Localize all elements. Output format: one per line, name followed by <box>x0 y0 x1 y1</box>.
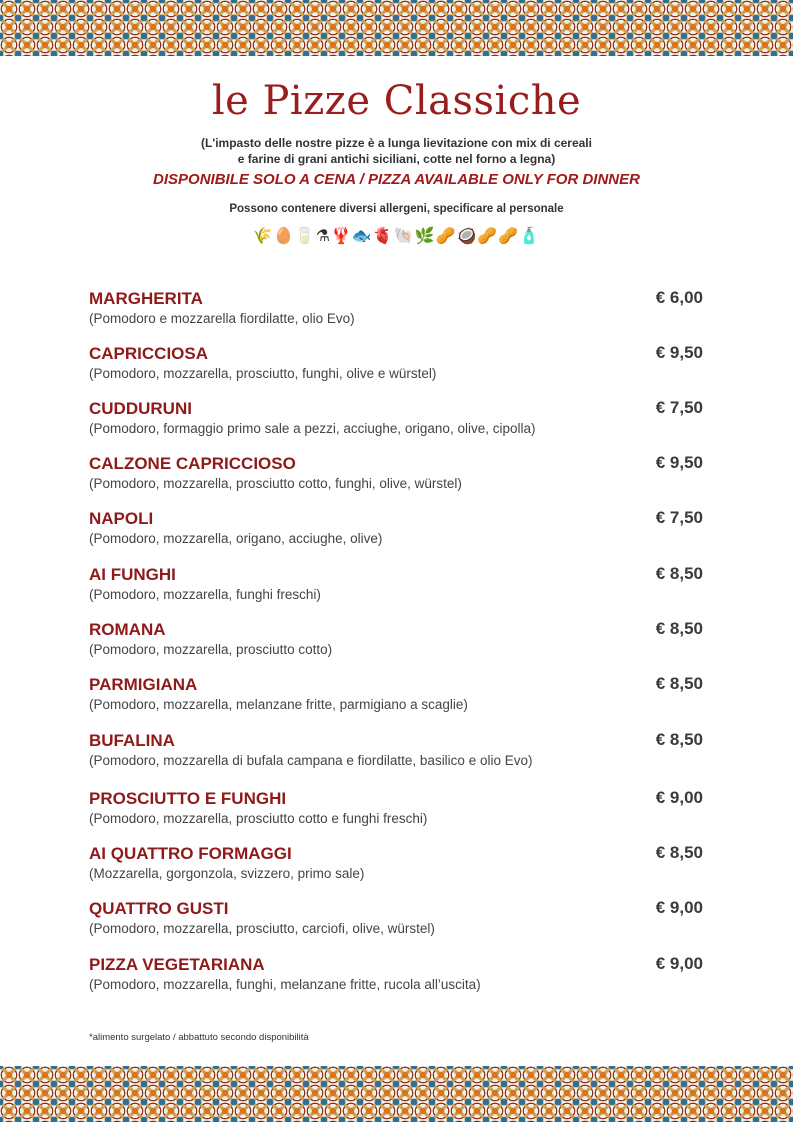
menu-item-price: € 9,50 <box>655 453 703 472</box>
menu-item-description: (Pomodoro, mozzarella, prosciutto, funghi, olive e würstel) <box>89 366 437 381</box>
menu-item-description: (Pomodoro, mozzarella, prosciutto cotto e funghi freschi) <box>89 811 428 826</box>
menu-item-description: (Pomodoro, mozzarella, prosciutto cotto) <box>89 642 333 657</box>
menu-item-name: CALZONE CAPRICCIOSO <box>89 454 296 473</box>
menu-item <box>89 619 703 659</box>
menu-item-description: (Pomodoro, mozzarella, melanzane fritte, parmigiano a scaglie) <box>89 697 468 712</box>
footnote: *alimento surgelato / abbattuto secondo disponibilità <box>89 1032 309 1043</box>
menu-item-price: € 9,50 <box>655 343 703 362</box>
menu-item-name: PROSCIUTTO E FUNGHI <box>89 789 287 808</box>
menu-item-description: (Mozzarella, gorgonzola, svizzero, primo sale) <box>89 866 365 881</box>
menu-item-price: € 9,00 <box>655 788 703 807</box>
menu-item-name: AI QUATTRO FORMAGGI <box>89 844 292 863</box>
menu-item <box>89 674 703 714</box>
menu-item <box>89 508 703 548</box>
menu-item-name: BUFALINA <box>89 731 175 750</box>
menu-item-description: (Pomodoro, mozzarella, origano, acciughe, olive) <box>89 531 383 546</box>
menu-item-description: (Pomodoro, mozzarella, prosciutto, carciofi, olive, würstel) <box>89 921 435 936</box>
menu-item <box>89 453 703 493</box>
menu-item <box>89 564 703 604</box>
page-title: le Pizze Classiche <box>211 78 582 124</box>
menu-item-price: € 9,00 <box>655 954 703 973</box>
menu-item <box>89 343 703 383</box>
menu-item-price: € 8,50 <box>655 619 703 638</box>
menu-item <box>89 898 703 938</box>
menu-item-description: (Pomodoro, mozzarella, funghi freschi) <box>89 587 321 602</box>
menu-item-name: QUATTRO GUSTI <box>89 899 229 918</box>
menu-item <box>89 954 703 994</box>
menu-item-price: € 7,50 <box>655 508 703 527</box>
menu-item-description: (Pomodoro, mozzarella, funghi, melanzane fritte, rucola all’uscita) <box>89 977 481 992</box>
menu-item <box>89 288 703 328</box>
menu-item-price: € 7,50 <box>655 398 703 417</box>
decorative-tile-border-top <box>0 0 793 56</box>
menu-item-price: € 8,50 <box>655 564 703 583</box>
menu-item-name: PIZZA VEGETARIANA <box>89 955 265 974</box>
allergen-note: Possono contenere diversi allergeni, specificare al personale <box>229 203 564 215</box>
menu-item-name: AI FUNGHI <box>89 565 176 584</box>
menu-item <box>89 843 703 883</box>
menu-item-name: ROMANA <box>89 620 166 639</box>
intro-line-1: (L'impasto delle nostre pizze è a lunga lievitazione con mix di cereali <box>201 136 592 150</box>
menu-item <box>89 398 703 438</box>
menu-item-name: CAPRICCIOSA <box>89 344 209 363</box>
menu-item-name: PARMIGIANA <box>89 675 198 694</box>
menu-item-price: € 9,00 <box>655 898 703 917</box>
menu-item-price: € 8,50 <box>655 730 703 749</box>
menu-item-price: € 6,00 <box>655 288 703 307</box>
menu-item-name: MARGHERITA <box>89 289 203 308</box>
menu-item <box>89 730 703 770</box>
menu-item <box>89 788 703 828</box>
menu-item-description: (Pomodoro e mozzarella fiordilatte, olio Evo) <box>89 311 355 326</box>
menu-item-price: € 8,50 <box>655 843 703 862</box>
allergen-icons: 🌾🥚🥛⚗🦞🐟🫀🐚🌿🥜🥥🥜🥜🧴 <box>252 228 541 245</box>
dinner-notice: DISPONIBILE SOLO A CENA / PIZZA AVAILABLE ONLY FOR DINNER <box>153 171 640 188</box>
intro-text <box>0 135 793 167</box>
menu-item-description: (Pomodoro, formaggio primo sale a pezzi, acciughe, origano, olive, cipolla) <box>89 421 536 436</box>
menu-item-description: (Pomodoro, mozzarella, prosciutto cotto, funghi, olive, würstel) <box>89 476 462 491</box>
menu-item-name: NAPOLI <box>89 509 154 528</box>
menu-item-price: € 8,50 <box>655 674 703 693</box>
intro-line-2: e farine di grani antichi siciliani, cotte nel forno a legna) <box>237 152 556 166</box>
menu-item-description: (Pomodoro, mozzarella di bufala campana e fiordilatte, basilico e olio Evo) <box>89 753 533 768</box>
decorative-tile-border-bottom <box>0 1066 793 1122</box>
menu-item-name: CUDDURUNI <box>89 399 192 418</box>
